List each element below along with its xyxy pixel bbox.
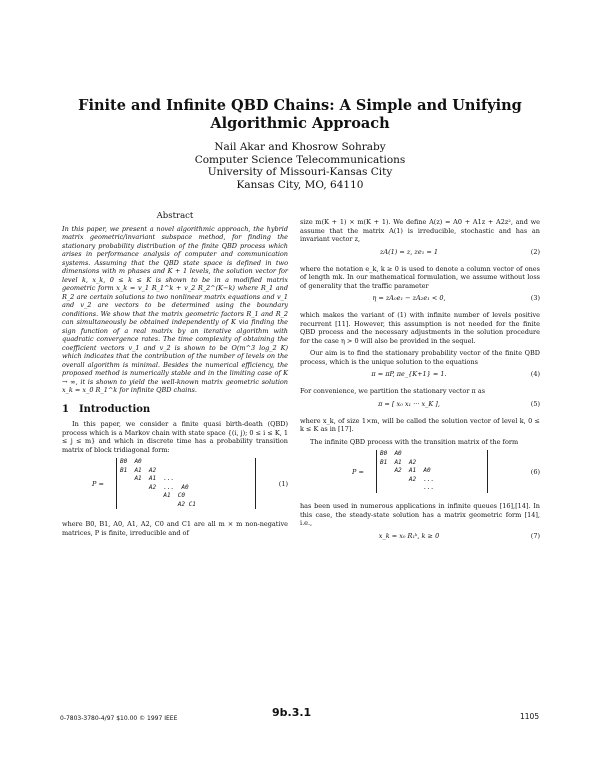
matrix-row: A2 ... A0: [120, 483, 193, 491]
equation-2: [300, 248, 540, 260]
title-line-1: Finite and Infinite QBD Chains: A Simple and Unifying: [78, 97, 522, 114]
matrix-row: B0 A0: [380, 450, 438, 457]
matrix-row: A1 C0: [120, 492, 193, 499]
equation-3: [300, 294, 540, 306]
equation-7-number: (7): [530, 531, 540, 540]
matrix-row: ...: [380, 484, 438, 491]
equation-7: [300, 532, 540, 544]
author-department: Computer Science Telecommunications: [194, 153, 406, 166]
author-university: University of Missouri-Kansas City: [207, 166, 393, 178]
right-paragraph-2: where the notation e_k, k ≥ 0 is used to denote a column vector of ones of length mk. In our mathematical formulation, we assume without loss of generality that the traffic parameter: [300, 264, 540, 290]
intro-paragraph-1: In this paper, we consider a finite quasi birth-death (QBD) process which is a Markov chain with state space {(i, j); 0 ≤ i ≤ K, 1 ≤ j ≤ m} and which in discrete time has a probability transition matrix of block tridiagonal form:: [62, 420, 288, 454]
author-block: [130, 141, 470, 191]
matrix-row: B1 A1 A2: [380, 458, 438, 466]
author-names: Nail Akar and Khosrow Sohraby: [214, 141, 386, 153]
equation-5: [300, 400, 540, 412]
equation-7-body: x_k = x₀ R₁ᵏ, k ≥ 0: [378, 531, 440, 540]
equation-2-number: (2): [530, 247, 540, 256]
right-column: [300, 218, 540, 549]
equation-6: [300, 450, 540, 496]
left-column: [62, 212, 288, 541]
title-line-2: Algorithmic Approach: [210, 115, 390, 132]
abstract-text: In this paper, we present a novel algorithmic approach, the hybrid matrix geometric/invariant subspace method, for finding the stationary probability distribution of the finite QBD process which arises in performance analysis of computer and communication systems. Assuming that the QBD state space is defined in two dimensions with m phases and K + 1 levels, the solution vector for level k, x_k, 0 ≤ k ≤ K is shown to be in a modified matrix geometric form x_k = v_1 R_1^k + v_2 R_2^(K−k) where R_1 and R_2 are certain solutions to two nonlinear matrix equations and v_1 and v_2 are vectors to be determined using the boundary conditions. We show that the matrix geometric factors R_1 and R_2 can simultaneously be obtained independently of K via finding the sign function of a real matrix by an iterative algorithm with quadratic convergence rates. The time complexity of obtaining the coefficient vectors v_1 and v_2 is shown to be O(m^3 log_2 K) which indicates that the contribution of the number of levels on the overall algorithm is minimal. Besides the numerical efficiency, the proposed method is numerically stable and in the limiting case of K → ∞, it is shown to yield the well-known matrix geometric solution x_k = x_0 R_1^k for infinite QBD chains.: [62, 224, 288, 394]
section-heading-introduction: [62, 403, 288, 415]
matrix-row: B0 A0: [120, 458, 193, 465]
equation-5-number: (5): [530, 399, 540, 408]
page-number: 1105: [520, 712, 540, 721]
equation-3-number: (3): [530, 294, 540, 302]
paper-title: [60, 97, 540, 133]
right-paragraph-5: For convenience, we partition the stationary vector π as: [300, 387, 486, 395]
abstract-heading: Abstract: [156, 211, 194, 221]
equation-2-body: zA(1) = z, ze₁ = 1: [379, 247, 439, 256]
section-number: 1: [62, 403, 69, 415]
equation-6-number: (6): [530, 468, 540, 476]
right-paragraph-8: has been used in numerous applications in infinite queues [16],[14]. In this case, the steady-state solution has a matrix geometric form [14], i.e.,: [300, 502, 540, 527]
right-paragraph-4: Our aim is to find the stationary probability vector of the finite QBD process, which is the unique solution to the equations: [300, 349, 540, 366]
equation-4-number: (4): [530, 370, 540, 378]
right-paragraph-3: which makes the variant of (1) with infinite number of levels positive recurrent [11]. However, this assumption is not needed for the finite QBD process and the necessary adjustments in the solution procedure for the case η > 0 will also be provided in the sequel.: [300, 311, 540, 345]
copyright-line: 0-7803-3780-4/97 $10.00 © 1997 IEEE: [60, 715, 178, 722]
right-paragraph-6: where x_k, of size 1×m, will be called the solution vector of level k, 0 ≤ k ≤ K as in [17].: [300, 416, 540, 433]
right-paragraph-1: size m(K + 1) × m(K + 1). We define A(z) = A0 + A1z + A2z², and we assume that the matrix A(1) is irreducible, stochastic and has an invariant vector z,: [300, 218, 540, 243]
matrix-row: A2 C1: [120, 500, 196, 508]
matrix-row: A1 A1 ...: [120, 475, 193, 482]
right-paragraph-7: The infinite QBD process with the transition matrix of the form: [310, 437, 519, 446]
equation-1-lhs: P =: [92, 480, 104, 488]
matrix-row: A2 ...: [380, 475, 438, 483]
equation-1: [62, 458, 288, 514]
matrix-row: A2 A1 A0: [380, 467, 438, 474]
author-location: Kansas City, MO, 64110: [236, 178, 364, 191]
matrix-row: B1 A1 A2: [120, 466, 193, 474]
session-code: 9b.3.1: [272, 706, 312, 719]
equation-5-body: π = [ x₀ x₁ ··· x_K ],: [378, 399, 440, 408]
equation-6-matrix: [376, 450, 488, 493]
equation-1-matrix: [116, 458, 256, 509]
section-title: Introduction: [78, 403, 151, 415]
equation-4: [300, 370, 540, 382]
intro-paragraph-2: where B0, B1, A0, A1, A2, C0 and C1 are all m × m non-negative matrices, P is finite, irreducible and of: [62, 520, 288, 537]
equation-1-number: (1): [278, 480, 288, 488]
equation-6-lhs: P =: [352, 468, 364, 476]
equation-4-body: π = πP, πe_{K+1} = 1.: [371, 370, 447, 378]
equation-3-body: η = zA₀e₁ − zA₂e₁ < 0,: [372, 294, 446, 302]
